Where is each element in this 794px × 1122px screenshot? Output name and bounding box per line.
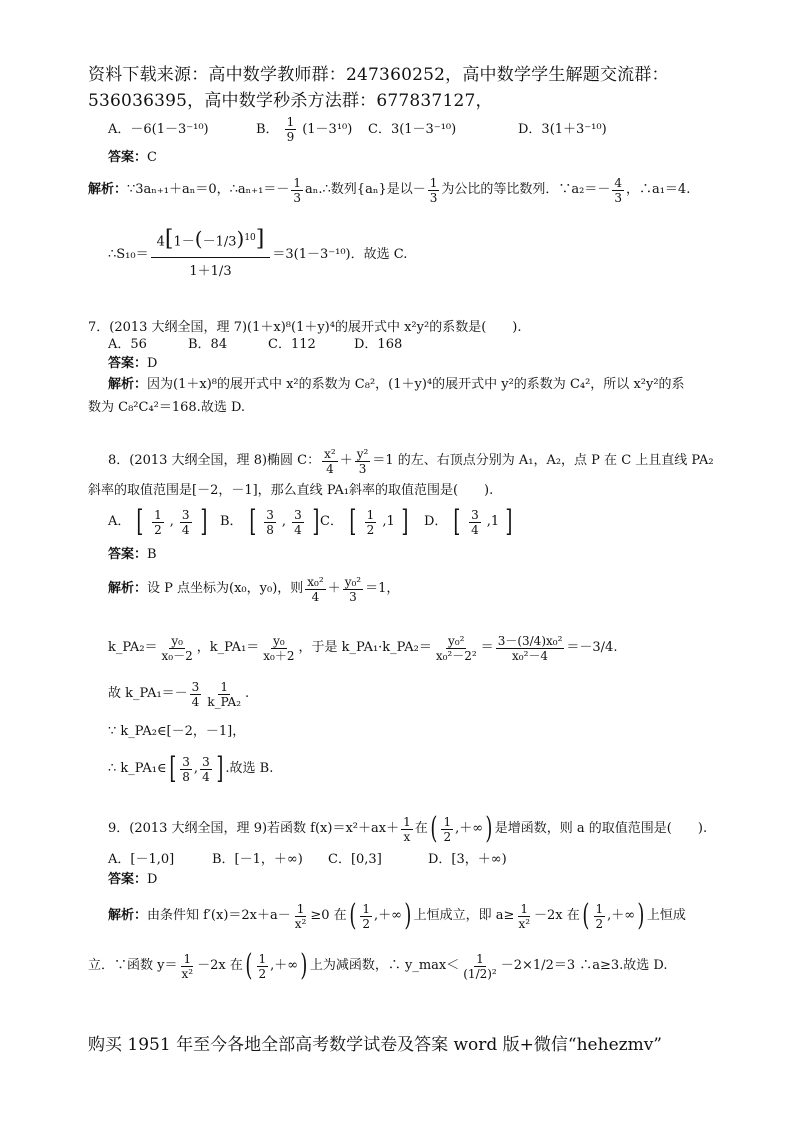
- q9-options: A．[－1,0] B．[－1，＋∞) C．[0,3] D．[3，＋∞): [108, 852, 507, 867]
- q6-options: [108, 115, 780, 144]
- q8-answer: 答案：B: [108, 547, 157, 562]
- q7-answer: 答案：D: [108, 356, 158, 371]
- q8-analysis-line1: 解析： 设 P 点坐标为(x₀，y₀)，则 x₀² 4 ＋ y₀² 3 ＝1，: [108, 574, 400, 604]
- q8-options: [108, 504, 780, 540]
- q8-analysis-line3: 故 k_PA₁＝－ 3 4 1 k_PA₂ .: [108, 679, 250, 709]
- q9-answer: 答案：D: [108, 872, 158, 887]
- q8-option-d: D． [ 3 4 ,1 ]: [424, 504, 513, 539]
- q6-option-b: B． 1 9 (1－3¹⁰): [256, 115, 353, 144]
- s10-fraction: $4[1-(-1/3)^{10}]$ 1＋1/3: [151, 224, 271, 285]
- q6-option-c: C．3(1－3⁻¹⁰): [368, 121, 457, 137]
- fraction-1-9: 1 9: [286, 115, 295, 144]
- q6-analysis-line1: 解析： ∵3aₙ₊₁＋aₙ＝0，∴aₙ₊₁＝－ 1 3 aₙ.∴数列{aₙ}是以－ 1 3 为公比的等比数列．∵a₂＝－ 4 3 ，∴a₁＝4.: [88, 175, 691, 205]
- q8-stem-line1: 8．(2013 大纲全国，理 8)椭圆 C： x² 4 ＋ y² 3 ＝1 的左、右顶点分别为 A₁，A₂，点 P 在 C 上且直线 PA₂: [108, 446, 714, 476]
- q7-stem: 7．(2013 大纲全国，理 7)(1＋x)⁸(1＋y)⁴的展开式中 x²y²的系数是( ).: [88, 320, 522, 335]
- q8-option-c: C． [ 1 2 ,1 ]: [320, 504, 409, 539]
- q9-stem: 9．(2013 大纲全国，理 9)若函数 f(x)＝x²＋ax＋ 1 x 在 ( 1 2 ,＋∞ ) 是增函数，则 a 的取值范围是( ).: [108, 811, 708, 846]
- q8-option-a: A． [ 1 2 , 3 4 ]: [108, 504, 207, 539]
- q8-analysis-line2: k_PA₂＝ y₀ x₀－2 ，k_PA₁＝ y₀ x₀＋2 ，于是 k_PA₁·k_PA₂＝ y₀² x₀²－2² ＝ 3－(3/4)x₀² x₀²－4 ＝－3/4.: [108, 633, 618, 663]
- q6-option-a: A．－6(1－3⁻¹⁰): [108, 121, 209, 137]
- q9-analysis-line1: 解析： 由条件知 f′(x)＝2x＋a－ $\frac{1}{\text{x²}}$ ≥0 在 ( 1 2 ,＋∞ ) 上恒成立，即 a≥ $\frac{1}{\text{x²}}$ －2x 在 ( 1 2 ,＋∞ ) 上恒成: [108, 898, 686, 933]
- q6-option-d: D．3(1＋3⁻¹⁰): [518, 121, 607, 137]
- q6-s10-formula: ∴S₁₀＝ $4[1-(-1/3)^{10}]$ 1＋1/3 ＝3(1－3⁻¹⁰)．故选 C.: [108, 210, 780, 300]
- q8-analysis-line5: ∴ k_PA₁∈ [ 3 8 , 3 4 ] .故选 B.: [108, 751, 274, 786]
- q8-analysis-line4: ∵ k_PA₂∈[－2，－1]，: [108, 724, 246, 739]
- q8-option-b: B． [ 3 8 , 3 4 ]: [220, 504, 320, 539]
- q8-stem-line2: 斜率的取值范围是[－2，－1]，那么直线 PA₁斜率的取值范围是( ).: [88, 483, 494, 498]
- q6-answer: 答案：C: [108, 150, 157, 165]
- q7-options: A．56 B．84 C．112 D．168: [108, 337, 403, 352]
- purchase-footer: 购买 1951 年至今各地全部高考数学试卷及答案 word 版+微信“hehezmv”: [88, 1035, 662, 1055]
- q7-analysis-line2: 数为 C₈²C₄²＝168.故选 D.: [88, 400, 246, 415]
- q9-analysis-line2: 立．∵函数 y＝ 1 x² －2x 在 ( 1 2 ,＋∞ ) 上为减函数，∴ y_max＜ 1 (1/2)² －2×1/2＝3 ∴a≥3.故选 D.: [88, 948, 668, 983]
- source-header: 资料下载来源：高中数学教师群：247360252，高中数学学生解题交流群：536036395，高中数学秒杀方法群：677837127，: [88, 65, 669, 111]
- q7-analysis-line1: 解析：因为(1＋x)⁸的展开式中 x²的系数为 C₈²，(1＋y)⁴的展开式中 y²的系数为 C₄²，所以 x²y²的系: [108, 377, 685, 392]
